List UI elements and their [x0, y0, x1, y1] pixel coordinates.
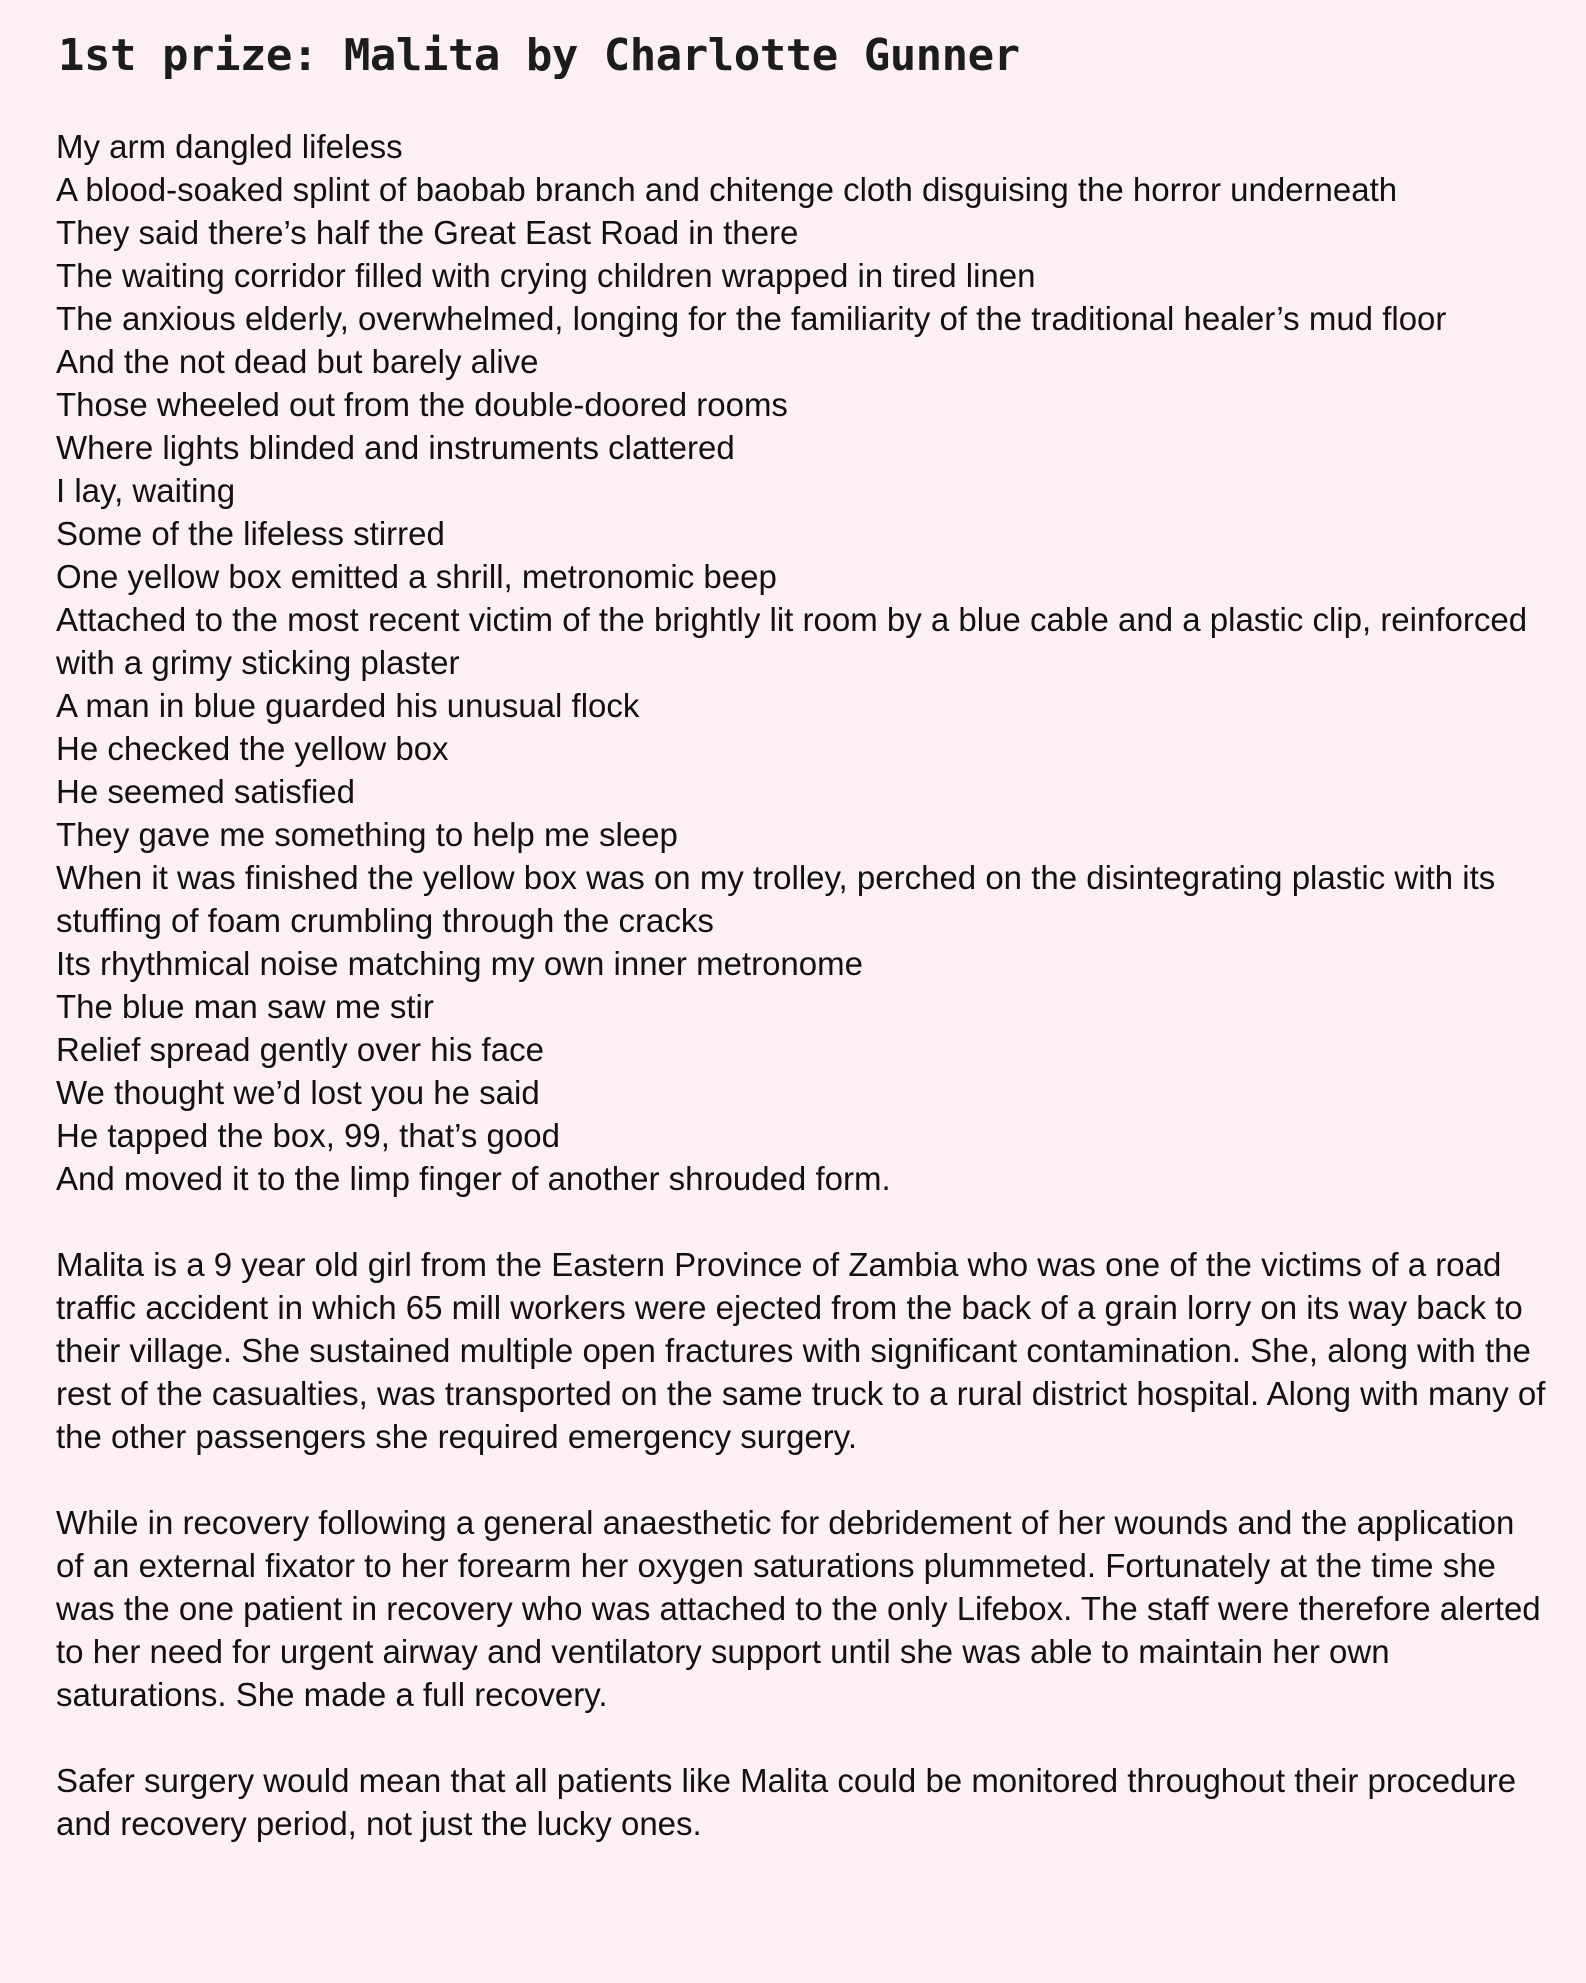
poem-line: My arm dangled lifeless [56, 128, 403, 165]
poem-line: One yellow box emitted a shrill, metronomic beep [56, 558, 777, 595]
poem-line: They gave me something to help me sleep [56, 816, 678, 853]
page-title: 1st prize: Malita by Charlotte Gunner [58, 30, 1020, 81]
paragraph-spacer [56, 1716, 1546, 1759]
poem-line: Attached to the most recent victim of the brightly lit room by a blue cable and a plastic clip, reinforced with a grimy sticking plaster [56, 601, 1528, 681]
poem-line: I lay, waiting [56, 472, 236, 509]
paragraph-spacer [56, 1200, 1546, 1243]
poem-line: They said there’s half the Great East Road in there [56, 214, 799, 251]
paragraph-conclusion: Safer surgery would mean that all patients like Malita could be monitored throughout their procedure and recovery period, not just the lucky ones. [56, 1762, 1517, 1842]
poem-line: The blue man saw me stir [56, 988, 434, 1025]
poem-line: And the not dead but barely alive [56, 343, 539, 380]
poem-line: A blood-soaked splint of baobab branch and chitenge cloth disguising the horror underneath [56, 171, 1398, 208]
poem-line: He checked the yellow box [56, 730, 449, 767]
paragraph-recovery: While in recovery following a general anaesthetic for debridement of her wounds and the application of an external fixator to her forearm her oxygen saturations plummeted. Fortunately at the time she was the one patient in recovery who was attached to the only Lifebox. The staff were therefore alerted to her need for urgent airway and ventilatory support until she was able to maintain her own saturations. She made a full recovery. [56, 1504, 1541, 1713]
poem-line: Relief spread gently over his face [56, 1031, 544, 1068]
poem-line: We thought we’d lost you he said [56, 1074, 540, 1111]
poem-line: Its rhythmical noise matching my own inner metronome [56, 945, 863, 982]
poem-line: The waiting corridor filled with crying children wrapped in tired linen [56, 257, 1036, 294]
poem-line: Some of the lifeless stirred [56, 515, 445, 552]
poem-line: Where lights blinded and instruments clattered [56, 429, 735, 466]
paragraph-spacer [56, 1458, 1546, 1501]
poem-line: And moved it to the limp finger of another shrouded form. [56, 1160, 891, 1197]
poem-line: He tapped the box, 99, that’s good [56, 1117, 560, 1154]
poem-line: The anxious elderly, overwhelmed, longing for the familiarity of the traditional healer’s mud floor [56, 300, 1447, 337]
poem [56, 125, 1546, 1200]
poem-line: Those wheeled out from the double-doored rooms [56, 386, 788, 423]
paragraph-case-description: Malita is a 9 year old girl from the Eastern Province of Zambia who was one of the victims of a road traffic accident in which 65 mill workers were ejected from the back of a grain lorry on its way back to their village. She sustained multiple open fractures with significant contamination. She, along with the rest of the casualties, was transported on the same truck to a rural district hospital. Along with many of the other passengers she required emergency surgery. [56, 1246, 1546, 1455]
poem-line: A man in blue guarded his unusual flock [56, 687, 640, 724]
document-body [56, 125, 1546, 1845]
poem-line: When it was finished the yellow box was on my trolley, perched on the disintegrating plastic with its stuffing of foam crumbling through the cracks [56, 859, 1496, 939]
poem-line: He seemed satisfied [56, 773, 355, 810]
